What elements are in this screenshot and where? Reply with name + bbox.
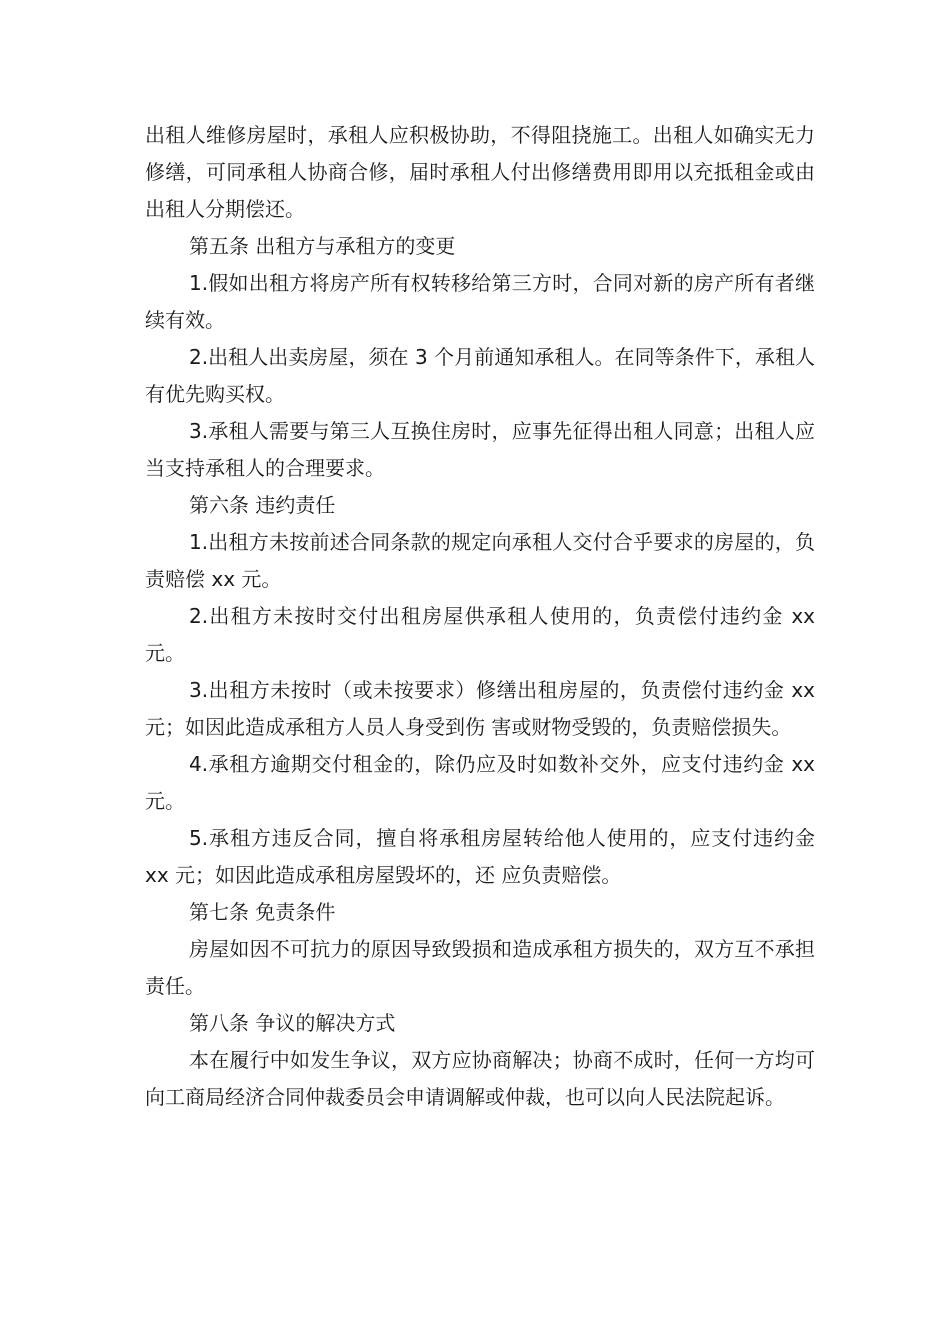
paragraph-repair-cooperation: 出租人维修房屋时，承租人应积极协助，不得阻挠施工。出租人如确实无力修缮，可同承租人协商合修，届时承租人付出修缮费用即用以充抵租金或由出租人分期偿还。 bbox=[145, 123, 815, 221]
article-6-clause-4: 4.承租方逾期交付租金的，除仍应及时如数补交外，应支付违约金 xx 元。 bbox=[145, 752, 815, 813]
article-8-body: 本在履行中如发生争议，双方应协商解决；协商不成时，任何一方均可向工商局经济合同仲裁委员会申请调解或仲裁，也可以向人民法院起诉。 bbox=[145, 1048, 815, 1109]
article-7-heading: 第七条 免责条件 bbox=[189, 900, 336, 924]
article-5-heading: 第五条 出租方与承租方的变更 bbox=[189, 234, 456, 258]
article-5-clause-1: 1.假如出租方将房产所有权转移给第三方时，合同对新的房产所有者继续有效。 bbox=[145, 271, 815, 332]
article-7-body: 房屋如因不可抗力的原因导致毁损和造成承租方损失的，双方互不承担责任。 bbox=[145, 937, 815, 998]
article-6-heading: 第六条 违约责任 bbox=[189, 493, 336, 517]
article-6-clause-1: 1.出租方未按前述合同条款的规定向承租人交付合乎要求的房屋的，负责赔偿 xx 元。 bbox=[145, 530, 815, 591]
article-5-clause-3: 3.承租人需要与第三人互换住房时，应事先征得出租人同意；出租人应当支持承租人的合理要求。 bbox=[145, 419, 815, 480]
document-body bbox=[145, 117, 815, 1116]
article-6-clause-5: 5.承租方违反合同，擅自将承租房屋转给他人使用的，应支付违约金 xx 元；如因此造成承租房屋毁坏的，还 应负责赔偿。 bbox=[145, 826, 815, 887]
article-8-heading: 第八条 争议的解决方式 bbox=[189, 1011, 396, 1035]
article-5-clause-2: 2.出租人出卖房屋，须在 3 个月前通知承租人。在同等条件下，承租人有优先购买权。 bbox=[145, 345, 815, 406]
article-6-clause-3: 3.出租方未按时（或未按要求）修缮出租房屋的，负责偿付违约金 xx 元；如因此造成承租方人员人身受到伤 害或财物受毁的，负责赔偿损失。 bbox=[145, 678, 815, 739]
article-6-clause-2: 2.出租方未按时交付出租房屋供承租人使用的，负责偿付违约金 xx 元。 bbox=[145, 604, 815, 665]
